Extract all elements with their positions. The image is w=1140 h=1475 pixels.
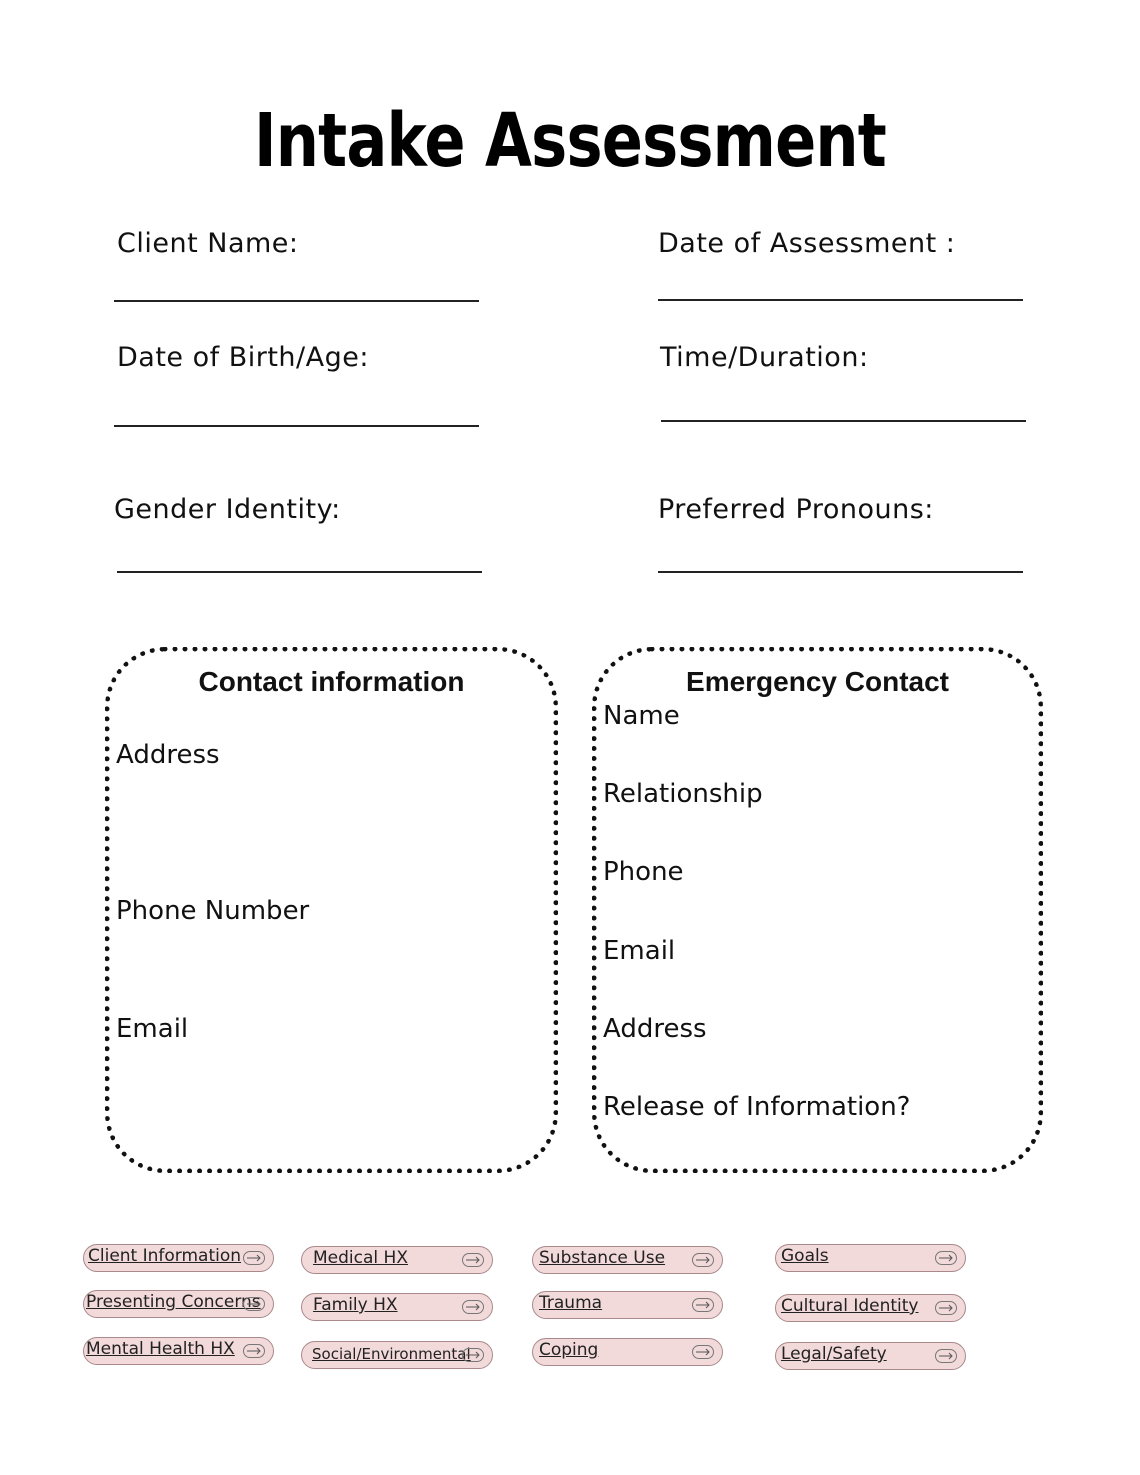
- arrow-right-icon: [935, 1349, 957, 1363]
- tab-trauma[interactable]: [532, 1291, 723, 1319]
- tab-label: Presenting Concerns: [86, 1292, 261, 1312]
- tab-substance-use[interactable]: [532, 1246, 723, 1274]
- tab-legal-safety[interactable]: [775, 1342, 966, 1370]
- tab-label: Coping: [539, 1340, 599, 1360]
- tab-label: Family HX: [313, 1295, 398, 1315]
- arrow-right-icon: [243, 1251, 265, 1265]
- tab-presenting-concerns[interactable]: [83, 1290, 274, 1318]
- emergency-relationship-label: Relationship: [603, 779, 763, 809]
- date-of-assessment-line[interactable]: [658, 299, 1023, 301]
- gender-identity-label: Gender Identity:: [114, 494, 341, 525]
- tab-label: Goals: [781, 1246, 829, 1266]
- arrow-right-icon: [935, 1301, 957, 1315]
- tab-goals[interactable]: [775, 1244, 966, 1272]
- emergency-phone-label: Phone: [603, 857, 684, 887]
- tab-social-environmental[interactable]: [301, 1341, 493, 1369]
- emergency-release-label: Release of Information?: [603, 1092, 911, 1122]
- arrow-right-icon: [462, 1253, 484, 1267]
- contact-information-title: Contact information: [198, 666, 465, 697]
- contact-information-box: [105, 647, 558, 1173]
- tab-client-information[interactable]: [83, 1244, 274, 1272]
- arrow-right-icon: [243, 1344, 265, 1358]
- tab-medical-hx[interactable]: [301, 1246, 493, 1274]
- tab-label: Trauma: [539, 1293, 603, 1313]
- date-of-assessment-label: Date of Assessment :: [658, 228, 956, 259]
- arrow-right-icon: [462, 1348, 484, 1362]
- contact-email-label: Email: [116, 1014, 189, 1044]
- gender-identity-line[interactable]: [117, 571, 482, 573]
- page-title: Intake Assessment: [254, 98, 886, 184]
- arrow-right-icon: [243, 1297, 265, 1311]
- time-duration-label: Time/Duration:: [660, 342, 869, 373]
- client-name-line[interactable]: [114, 300, 479, 302]
- arrow-right-icon: [935, 1251, 957, 1265]
- tab-label: Social/Environmental: [312, 1345, 471, 1363]
- tab-family-hx[interactable]: [301, 1293, 493, 1321]
- tab-coping[interactable]: [532, 1338, 723, 1366]
- contact-phone-label: Phone Number: [116, 896, 310, 926]
- preferred-pronouns-line[interactable]: [658, 571, 1023, 573]
- arrow-right-icon: [462, 1300, 484, 1314]
- arrow-right-icon: [692, 1345, 714, 1359]
- emergency-email-label: Email: [603, 936, 676, 966]
- arrow-right-icon: [692, 1253, 714, 1267]
- preferred-pronouns-label: Preferred Pronouns:: [658, 494, 934, 525]
- emergency-name-label: Name: [603, 701, 680, 731]
- tab-label: Cultural Identity: [781, 1296, 919, 1316]
- dob-age-line[interactable]: [114, 425, 479, 427]
- client-name-label: Client Name:: [117, 228, 299, 259]
- tab-label: Mental Health HX: [86, 1339, 235, 1359]
- tab-mental-health-hx[interactable]: [83, 1337, 274, 1365]
- emergency-contact-box: [592, 647, 1043, 1173]
- dob-age-label: Date of Birth/Age:: [117, 342, 369, 373]
- tab-label: Substance Use: [539, 1248, 666, 1268]
- tab-label: Legal/Safety: [781, 1344, 887, 1364]
- emergency-address-label: Address: [603, 1014, 707, 1044]
- contact-address-label: Address: [116, 740, 220, 770]
- tab-cultural-identity[interactable]: [775, 1294, 966, 1322]
- tab-label: Client Information: [88, 1246, 242, 1266]
- tab-label: Medical HX: [313, 1248, 408, 1268]
- time-duration-line[interactable]: [661, 420, 1026, 422]
- arrow-right-icon: [692, 1298, 714, 1312]
- emergency-contact-title: Emergency Contact: [686, 666, 949, 697]
